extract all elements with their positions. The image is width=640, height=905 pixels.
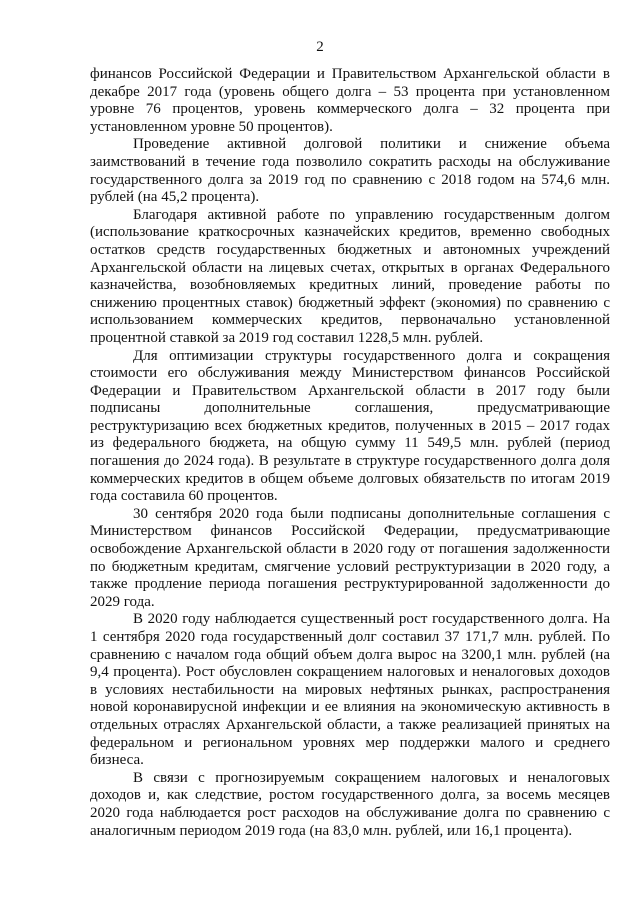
paragraph-restructuring: Для оптимизации структуры государственного долга и сокращения стоимости его обслуживания между Министерством финансов Российской Федерации и Правительством Архангельской области в 2017 году были подписаны дополнительные соглашения, предусматривающие реструктуризацию всех бюджетных кредитов, полученных в 2015 – 2017 годах из федерального бюджета, на общую сумму 11 549,5 млн. рублей (период погашения до 2024 года). В результате в структуре государственного долга доля коммерческих кредитов в общем объеме долговых обязательств по итогам 2019 года составила 60 процентов.: [90, 347, 610, 505]
paragraph-debt-management: Благодаря активной работе по управлению государственным долгом (использование краткосрочных казначейских кредитов, временно свободных остатков средств государственных бюджетных и автономных учреждений Архангельской области на лицевых счетах, открытых в органах Федерального казначейства, возобновляемых кредитных линий, проведение работы по снижению процентных ставок) бюджетный эффект (экономия) по сравнению с использованием коммерческих кредитов, первоначально установленной процентной ставкой за 2019 год составил 1228,5 млн. рублей.: [90, 206, 610, 346]
paragraph-debt-growth: В 2020 году наблюдается существенный рост государственного долга. На 1 сентября 2020 года государственный долг составил 37 171,7 млн. рублей. По сравнению с началом года общий объем долга вырос на 3200,1 млн. рублей (на 9,4 процента). Рост обусловлен сокращением налоговых и неналоговых доходов в условиях нестабильности на мировых нефтяных рынках, распространения новой коронавирусной инфекции и ее влияния на экономическую активность в отдельных отраслях Архангельской области, а также реализацией принятых на федеральном и региональном уровнях мер поддержки малого и среднего бизнеса.: [90, 611, 610, 769]
paragraph-continuation: финансов Российской Федерации и Правительством Архангельской области в декабре 2017 года (уровень общего долга – 53 процента при установленном уровне 76 процентов, уровень коммерческого долга – 32 процента при установленном уровне 50 процентов).: [90, 66, 610, 135]
paragraph-service-costs: В связи с прогнозируемым сокращением налоговых и неналоговых доходов и, как следствие, ростом государственного долга, за восемь месяцев 2020 года наблюдается рост расходов на обслуживание долга по сравнению с аналогичным периодом 2019 года (на 83,0 млн. рублей, или 16,1 процента).: [90, 769, 610, 839]
paragraph-debt-policy: Проведение активной долговой политики и снижение объема заимствований в течение года позволило сократить расходы на обслуживание государственного долга за 2019 год по сравнению с 2018 годом на 574,6 млн. рублей (на 45,2 процента).: [90, 136, 610, 206]
paragraph-additional-agreements: 30 сентября 2020 года были подписаны дополнительные соглашения с Министерством финансов Российской Федерации, предусматривающие освобождение Архангельской области в 2020 году от погашения задолженности по бюджетным кредитам, смягчение условий реструктуризации в 2020 году, а также продление периода погашения реструктурированной задолженности до 2029 года.: [90, 505, 610, 610]
document-body: [90, 66, 610, 840]
page-number: 2: [316, 39, 324, 55]
